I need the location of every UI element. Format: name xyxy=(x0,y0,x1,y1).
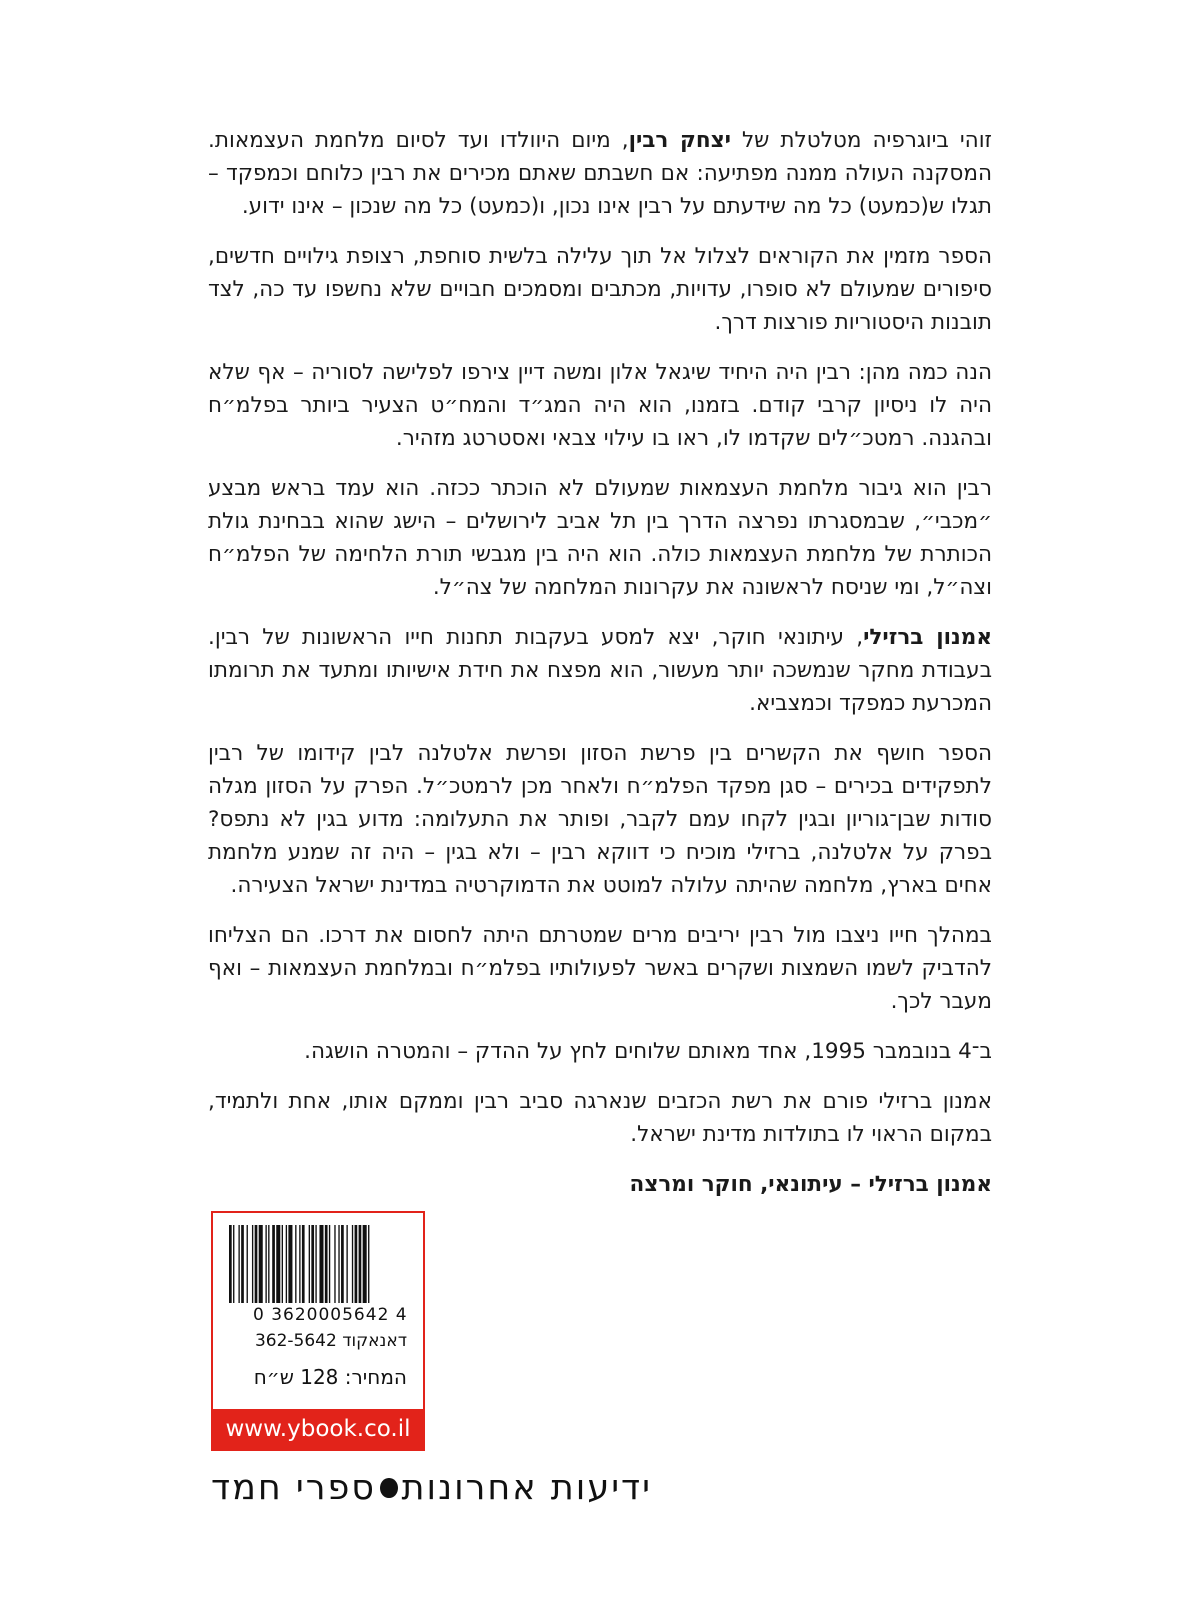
subject-name: יצחק רבין xyxy=(628,128,731,153)
price-value: 128 xyxy=(300,1365,339,1389)
barcode-bar xyxy=(241,1225,244,1303)
p1-text-end: , מיום היוולדו ועד לסיום מלחמת העצמאות. המסקנה העולה ממנה מפתיעה: אם חשבתם שאתם מכירים את רבין כלוחם וכמפקד – תגלו ש(כמעט) כל מה שידעתם על רבין אינו נכון, ו(כמעט) כל מה שנכון – אינו ידוע. xyxy=(208,128,992,219)
paragraph-1 xyxy=(208,124,992,223)
paragraph-9: אמנון ברזילי פורם את רשת הכזבים שנארגה סביב רבין וממקם אותו, אחת ולתמיד, במקום הראוי לו בתולדות מדינת ישראל. xyxy=(208,1089,992,1147)
barcode-bar xyxy=(276,1225,280,1303)
p1-text-start: זוהי ביוגרפיה מטלטלת של xyxy=(730,128,993,153)
publisher-website-link[interactable]: www.ybook.co.il xyxy=(213,1409,423,1449)
barcode-bar xyxy=(238,1225,239,1303)
barcode-bar xyxy=(352,1225,353,1303)
barcode-bar xyxy=(286,1225,287,1303)
barcode-bar xyxy=(272,1225,275,1303)
barcode-bar xyxy=(268,1225,269,1303)
bullet-dot-icon xyxy=(380,1478,398,1498)
paragraph-3: הנה כמה מהן: רבין היה היחיד שיגאל אלון ומשה דיין צירפו לפלישה לסוריה – אף שלא היה לו ניסיון קרבי קודם. בזמנו, הוא היה המג״ד והמח״ט הצעיר ביותר בפלמ״ח ובהגנה. רמטכ״לים שקדמו לו, ראו בו עילוי צבאי ואסטרטג מזהיר. xyxy=(208,360,992,451)
publisher-imprint xyxy=(211,1463,652,1513)
barcode-bar xyxy=(255,1225,258,1303)
barcode-bar xyxy=(325,1225,328,1303)
barcode-number: 0 3620005642 4 xyxy=(253,1305,408,1325)
paragraph-4: רבין הוא גיבור מלחמת העצמאות שמעולם לא הוכתר ככזה. הוא עמד בראש מבצע ״מכבי״, שבמסגרתו נפרצה הדרך בין תל אביב לירושלים – הישג שהוא בבחינת גולת הכותרת של מלחמת העצמאות כולה. הוא היה בין מגבשי תורת הלחימה של הפלמ״ח וצה״ל, ומי שניסח לראשונה את עקרונות המלחמה של צה״ל. xyxy=(208,476,992,600)
barcode-bar xyxy=(346,1225,347,1303)
price-label: המחיר: xyxy=(344,1365,407,1389)
paragraph-8: ב־4 בנובמבר 1995, אחד מאותם שלוחים לחץ על ההדק – והמטרה הושגה. xyxy=(304,1039,992,1064)
back-cover-blurb xyxy=(208,124,992,1218)
barcode-price-box xyxy=(211,1211,425,1451)
barcode-bar xyxy=(309,1225,310,1303)
danacode-label: דאנאקוד xyxy=(342,1331,407,1351)
barcode-bar xyxy=(338,1225,339,1303)
barcode-bar xyxy=(341,1225,344,1303)
barcode-image xyxy=(225,1225,411,1303)
barcode-bar xyxy=(368,1225,369,1303)
barcode-bar xyxy=(355,1225,358,1303)
author-name: אמנון ברזילי xyxy=(863,625,993,650)
price-currency: ש״ח xyxy=(253,1365,294,1389)
barcode-bar xyxy=(247,1225,248,1303)
barcode-bar xyxy=(282,1225,283,1303)
danacode-value: 362-5642 xyxy=(254,1331,337,1351)
publisher-name-secondary: ספרי חמד xyxy=(211,1468,377,1508)
barcode-bar xyxy=(363,1225,367,1303)
barcode-bar xyxy=(295,1225,296,1303)
paragraph-6: הספר חושף את הקשרים בין פרשת הסזון ופרשת אלטלנה לבין קידומו של רבין לתפקידים בכירים – סגן מפקד הפלמ״ח ולאחר מכן לרמטכ״ל. הפרק על הסזון מגלה סודות שבן־גוריון ובגין לקחו עמם לקבר, ופותר את התעלומה: מדוע בגין לא נתפס? בפרק על אלטלנה, ברזילי מוכיח כי דווקא רבין – ולא בגין – היה זה שמנע מלחמת אחים בארץ, מלחמה שהיתה עלולה למוטט את הדמוקרטיה במדינת ישראל הצעירה. xyxy=(208,741,992,898)
publisher-name-primary: ידיעות אחרונות xyxy=(401,1468,652,1508)
paragraph-2: הספר מזמין את הקוראים לצלול אל תוך עלילה בלשית סוחפת, רצופת גילויים חדשים, סיפורים שמעולם לא סופרו, עדויות, מכתבים ומסמכים חבויים שלא נחשפו עד כה, לצד תובנות היסטוריות פורצות דרך. xyxy=(208,244,992,335)
barcode-bar xyxy=(315,1225,316,1303)
barcode-bar xyxy=(265,1225,266,1303)
price-row xyxy=(254,1365,407,1389)
barcode-bar xyxy=(229,1225,232,1303)
danacode-row xyxy=(255,1331,407,1351)
barcode-bar xyxy=(334,1225,335,1303)
barcode-bar xyxy=(299,1225,300,1303)
barcode-bar xyxy=(252,1225,253,1303)
barcode-bar xyxy=(302,1225,305,1303)
barcode-bar xyxy=(319,1225,323,1303)
barcode-bar xyxy=(311,1225,314,1303)
paragraph-7: במהלך חייו ניצבו מול רבין יריבים מרים שמטרתם היתה לחסום את דרכו. הם הצליחו להדביק לשמו השמצות ושקרים באשר לפעולותיו בפלמ״ח ובמלחמת העצמאות – ואף מעבר לכך. xyxy=(208,923,992,1014)
barcode-bar xyxy=(359,1225,362,1303)
paragraph-5 xyxy=(208,621,992,720)
barcode-bar xyxy=(259,1225,263,1303)
p5-text: , עיתונאי חוקר, יצא למסע בעקבות תחנות חייו הראשונות של רבין. בעבודת מחקר שנמשכה יותר מעשור, הוא מפצח את חידת אישיותו ומתעד את תרומתו המכרעת כמפקד וכמצביא. xyxy=(208,625,992,716)
barcode-bar xyxy=(329,1225,330,1303)
barcode-bar xyxy=(233,1225,234,1303)
author-signature: אמנון ברזילי – עיתונאי, חוקר ומרצה xyxy=(629,1172,992,1197)
barcode-bar xyxy=(288,1225,292,1303)
